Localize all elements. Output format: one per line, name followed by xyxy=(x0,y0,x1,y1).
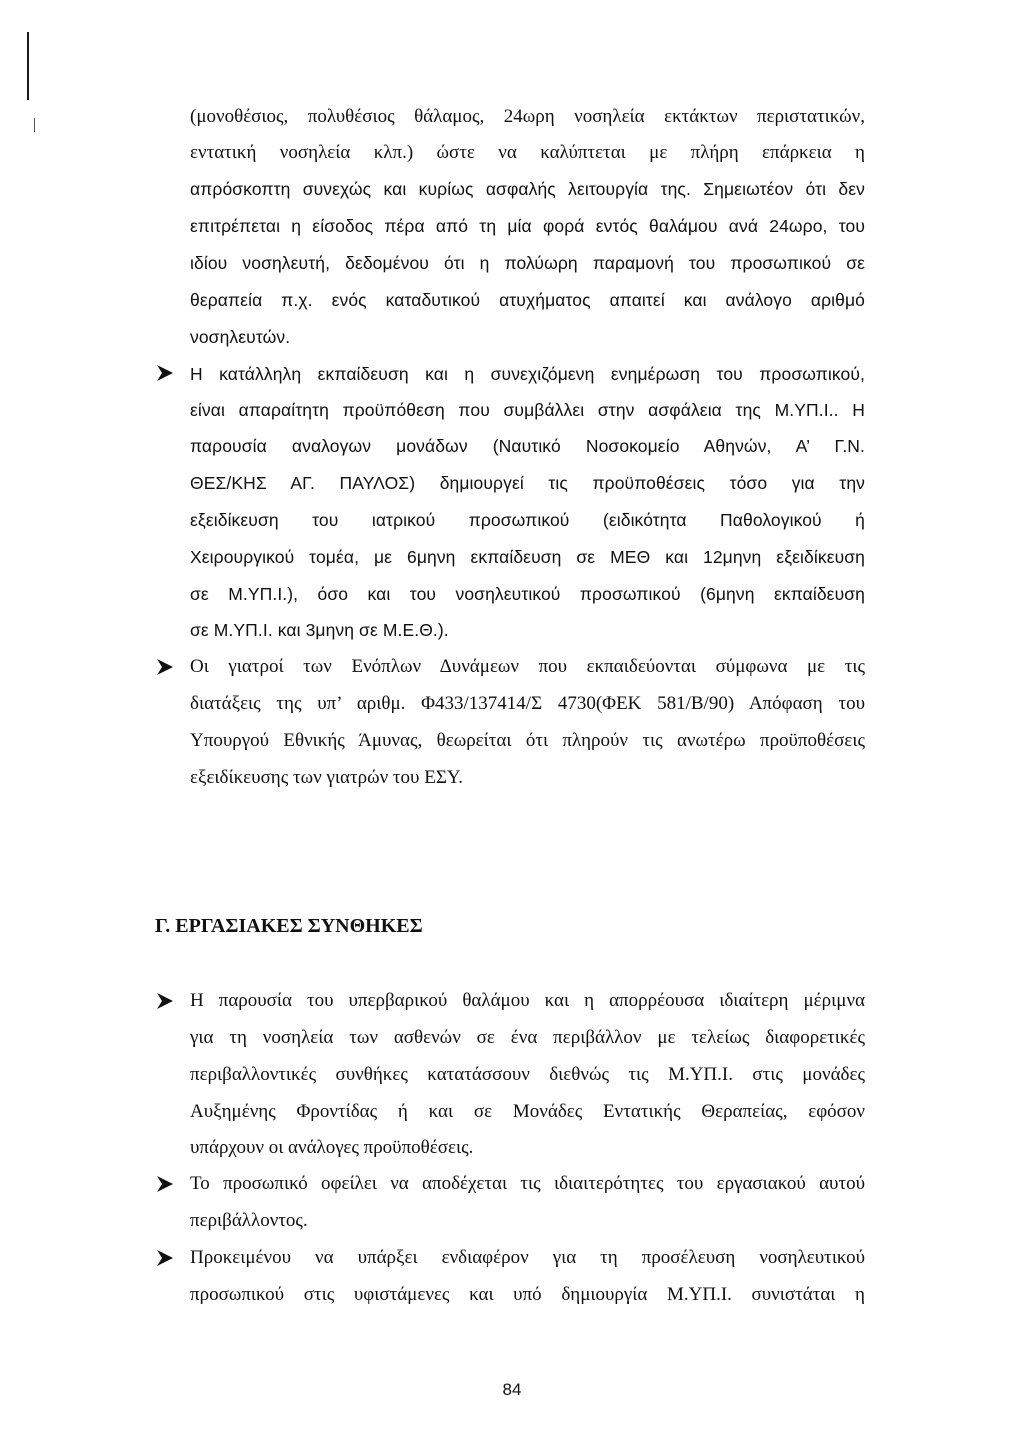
text-line: Οι γιατροί των Ενόπλων Δυνάμεων που εκπαιδεύονται σύμφωνα με τις xyxy=(190,656,865,677)
arrowhead-bullet-icon xyxy=(156,992,178,1012)
text-line: Η παρουσία του υπερβαρικού θαλάμου και η απορρέουσα ιδιαίτερη μέριμνα xyxy=(190,990,865,1011)
arrowhead-bullet-icon xyxy=(156,1249,178,1269)
text-line: διατάξεις της υπ’ αριθμ. Φ433/137414/Σ 4730(ΦΕΚ 581/Β/90) Απόφαση του xyxy=(190,693,865,714)
text-line: Χειρουργικού τομέα, με 6μηνη εκπαίδευση σε ΜΕΘ και 12μηνη εξειδίκευση xyxy=(190,547,865,567)
text-line: Η κατάλληλη εκπαίδευση και η συνεχιζόμενη ενημέρωση του προσωπικού, xyxy=(190,364,865,384)
text-line: ιδίου νοσηλευτή, δεδομένου ότι η πολύωρη παραμονή του προσωπικού σε xyxy=(190,253,865,273)
text-line: προσωπικού στις υφιστάμενες και υπό δημιουργία Μ.ΥΠ.Ι. συνιστάται η xyxy=(190,1284,865,1305)
text-line: εξειδίκευσης των γιατρών του ΕΣΥ. xyxy=(190,767,463,788)
text-line: Το προσωπικό οφείλει να αποδέχεται τις ιδιαιτερότητες του εργασιακού αυτού xyxy=(190,1173,865,1194)
text-line: σε Μ.ΥΠ.Ι. και 3μηνη σε Μ.Ε.Θ.). xyxy=(190,620,449,640)
text-line: ΘΕΣ/ΚΗΣ ΑΓ. ΠΑΥΛΟΣ) δημιουργεί τις προϋποθέσεις τόσο για την xyxy=(190,473,865,493)
text-line: περιβαλλοντικές συνθήκες κατατάσσουν διεθνώς τις Μ.ΥΠ.Ι. στις μονάδες xyxy=(190,1064,865,1085)
text-line: Προκειμένου να υπάρξει ενδιαφέρον για τη προσέλευση νοσηλευτικού xyxy=(190,1247,865,1268)
text-line: περιβάλλοντος. xyxy=(190,1210,308,1231)
text-line: (μονοθέσιος, πολυθέσιος θάλαμος, 24ωρη νοσηλεία εκτάκτων περιστατικών, xyxy=(190,106,865,127)
text-line: εξειδίκευση του ιατρικού προσωπικού (ειδικότητα Παθολογικού ή xyxy=(190,510,865,530)
scan-edge-line xyxy=(27,32,29,100)
text-line: για τη νοσηλεία των ασθενών σε ένα περιβάλλον με τελείως διαφορετικές xyxy=(190,1027,865,1048)
arrowhead-bullet-icon xyxy=(156,658,178,678)
arrowhead-bullet-icon xyxy=(156,1175,178,1195)
text-line: εντατική νοσηλεία κλπ.) ώστε να καλύπτεται με πλήρη επάρκεια η xyxy=(190,142,865,163)
text-line: παρουσία αναλογων μονάδων (Ναυτικό Νοσοκομείο Αθηνών, Α’ Γ.Ν. xyxy=(190,436,865,456)
section-heading: Γ. ΕΡΓΑΣΙΑΚΕΣ ΣΥΝΘΗΚΕΣ xyxy=(155,915,423,937)
text-line: υπάρχουν οι ανάλογες προϋποθέσεις. xyxy=(190,1137,474,1158)
page-number: 84 xyxy=(502,1380,522,1399)
text-line: επιτρέπεται η είσοδος πέρα από τη μία φορά εντός θαλάμου ανά 24ωρο, του xyxy=(190,216,865,236)
text-line: σε Μ.ΥΠ.Ι.), όσο και του νοσηλευτικού προσωπικού (6μηνη εκπαίδευση xyxy=(190,584,865,604)
scan-edge-mark xyxy=(34,118,35,132)
text-line: Υπουργού Εθνικής Άμυνας, θεωρείται ότι πληρούν τις ανωτέρω προϋποθέσεις xyxy=(190,730,865,751)
arrowhead-bullet-icon xyxy=(156,364,178,384)
text-line: είναι απαραίτητη προϋπόθεση που συμβάλλει στην ασφάλεια της Μ.ΥΠ.Ι.. Η xyxy=(190,400,865,420)
text-line: απρόσκοπτη συνεχώς και κυρίως ασφαλής λειτουργία της. Σημειωτέον ότι δεν xyxy=(190,179,865,199)
text-line: νοσηλευτών. xyxy=(190,327,291,347)
text-line: Αυξημένης Φροντίδας ή και σε Μονάδες Εντατικής Θεραπείας, εφόσον xyxy=(190,1101,865,1122)
text-line: θεραπεία π.χ. ενός καταδυτικού ατυχήματος απαιτεί και ανάλογο αριθμό xyxy=(190,290,865,310)
